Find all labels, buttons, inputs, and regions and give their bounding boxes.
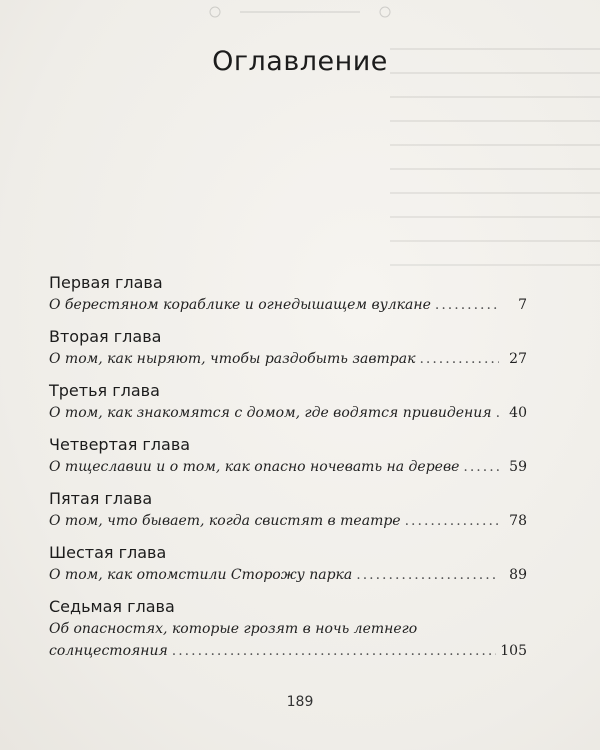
- chapter-page: 27: [509, 351, 527, 367]
- chapter-page: 89: [509, 567, 527, 583]
- chapter-line: [49, 402, 527, 424]
- chapter-heading: Третья глава: [49, 381, 160, 400]
- chapter-page: 59: [509, 459, 527, 475]
- chapter-line: [49, 564, 527, 586]
- toc-entry-2: [49, 326, 527, 370]
- chapter-description: О том, как знакомятся с домом, где водятся привидения: [49, 405, 492, 421]
- chapter-page: 105: [500, 643, 527, 659]
- toc-entry-7: [49, 596, 527, 662]
- chapter-line: [49, 294, 527, 316]
- leader-dots: [172, 640, 496, 662]
- chapter-line: [49, 510, 527, 532]
- toc-entry-5: [49, 488, 527, 532]
- table-of-contents: [49, 272, 527, 662]
- leader-dots: [405, 510, 499, 532]
- chapter-description-line2: солнцестояния: [49, 643, 168, 659]
- chapter-line: [49, 348, 527, 370]
- toc-entry-3: [49, 380, 527, 424]
- leader-dots: [419, 348, 499, 370]
- chapter-page: 40: [509, 405, 527, 421]
- leader-dots: [496, 402, 499, 424]
- chapter-page: 7: [518, 297, 527, 313]
- toc-entry-4: [49, 434, 527, 478]
- toc-entry-6: [49, 542, 527, 586]
- toc-entry-1: [49, 272, 527, 316]
- chapter-description: О том, как отомстили Сторожу парка: [49, 567, 353, 583]
- header-ornament: [200, 4, 400, 20]
- chapter-description: О берестяном кораблике и огнедышащем вулкане: [49, 297, 431, 313]
- chapter-line: [49, 640, 527, 662]
- chapter-heading: Четвертая глава: [49, 435, 191, 454]
- chapter-description: О тщеславии и о том, как опасно ночевать на дереве: [49, 459, 460, 475]
- leader-dots: [435, 294, 499, 316]
- page-title: Оглавление: [212, 46, 388, 77]
- chapter-description: О том, как ныряют, чтобы раздобыть завтрак: [49, 351, 416, 367]
- chapter-heading: Пятая глава: [49, 489, 153, 508]
- chapter-page: 78: [509, 513, 527, 529]
- chapter-heading: Первая глава: [49, 273, 163, 292]
- chapter-heading: Вторая глава: [49, 327, 162, 346]
- chapter-heading: Шестая глава: [49, 543, 167, 562]
- leader-dots: [356, 564, 499, 586]
- chapter-description-line1: Об опасностях, которые грозят в ночь летнего: [49, 621, 418, 637]
- leader-dots: [463, 456, 499, 478]
- page-number: 189: [286, 694, 314, 710]
- chapter-line: [49, 456, 527, 478]
- chapter-description: О том, что бывает, когда свистят в театре: [49, 513, 401, 529]
- chapter-heading: Седьмая глава: [49, 597, 175, 616]
